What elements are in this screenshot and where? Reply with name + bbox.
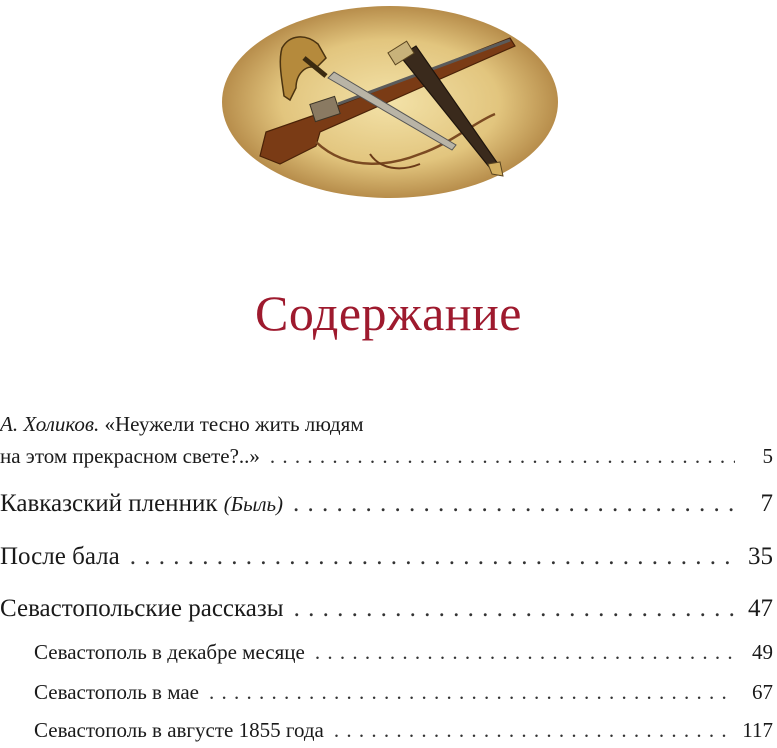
illustration xyxy=(220,4,560,200)
toc-page-number: 7 xyxy=(760,490,773,517)
toc-intro-title-line2: на этом прекрасном свете?..» xyxy=(0,444,260,468)
toc-page-number: 67 xyxy=(752,680,773,704)
toc-subentry[interactable] xyxy=(0,680,777,705)
toc-subentry-title: Севастополь в мае xyxy=(34,680,199,704)
toc-page-number: 49 xyxy=(752,640,773,664)
dot-leader xyxy=(270,444,735,469)
page-title: Содержание xyxy=(255,285,522,341)
toc-entry[interactable] xyxy=(0,595,777,623)
toc-intro-title-line1: «Неужели тесно жить людям xyxy=(104,412,364,436)
dot-leader xyxy=(315,640,735,665)
toc-subentry[interactable] xyxy=(0,640,777,665)
toc-subentry-title: Севастополь в декабре месяце xyxy=(34,640,305,664)
toc-intro-line2[interactable] xyxy=(0,444,777,469)
toc-entry-title: Севастопольские рассказы xyxy=(0,595,284,622)
toc-intro-line1 xyxy=(0,412,364,437)
toc-entry[interactable] xyxy=(0,490,777,518)
toc-entry-title: После бала xyxy=(0,543,120,570)
toc-entry-subtitle: (Быль) xyxy=(223,492,284,516)
toc-entry-title: Кавказский пленник (Быль) xyxy=(0,490,284,517)
toc-page-number: 35 xyxy=(748,543,773,570)
dot-leader xyxy=(334,718,734,743)
toc-page-number: 5 xyxy=(762,444,773,468)
dot-leader xyxy=(209,680,735,705)
toc-intro-author: А. Холиков. xyxy=(0,412,100,436)
toc-entry[interactable] xyxy=(0,543,777,571)
dot-leader xyxy=(294,595,735,623)
toc-page-number: 117 xyxy=(742,718,773,742)
dot-leader xyxy=(130,543,735,571)
toc-subentry[interactable] xyxy=(0,718,777,743)
crossed-weapons-icon xyxy=(220,4,560,200)
dot-leader xyxy=(293,490,735,518)
toc-subentry-title: Севастополь в августе 1855 года xyxy=(34,718,324,742)
toc-page-number: 47 xyxy=(748,595,773,622)
